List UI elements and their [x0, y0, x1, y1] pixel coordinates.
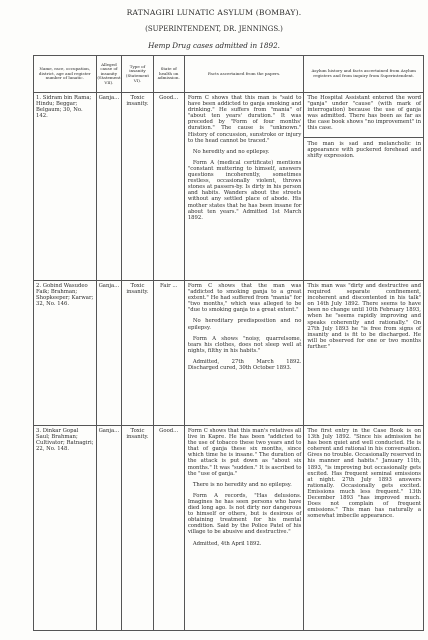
health-on-admission: Fair ...: [159, 283, 178, 289]
document-title: RATNAGIRI LUNATIC ASYLUM (BOMBAY).: [126, 8, 302, 17]
column-header-name: Name, race, occupation, district, age and register number of lunatic.: [34, 56, 97, 93]
divider: [304, 137, 423, 138]
facts-from-papers: [185, 426, 304, 547]
table-row: [34, 426, 424, 631]
column-header-cause: Alleged cause of insanity (Statement VII).: [96, 56, 122, 93]
column-header-facts: Facts ascertained from the papers.: [184, 56, 304, 93]
history-paragraph: The first entry in the Case Book is on 13th July 1892. "Since his admission he has been quiet and well conducted. He is coherent and rational in his conversation. Gives no trouble. Occasionally reserved in his manner and habits." January 11th, 1893, "is improving but occasionally gets excited. Has frequent seminal emissions at night. 27th July 1893 answers rationally. Occasionally gets excited. Emissions much less frequent." 13th December 1893 "has improved much. Does not complain of frequent emissions." This man has naturally a somewhat imbecile appearance.: [307, 428, 422, 520]
insanity-type: Toxic insanity.: [126, 283, 149, 296]
patient-details: 3. Dinkar Gopal Saul; Brahman; Cultivator; Ratnagiri; 22, No. 148.: [36, 428, 94, 453]
insanity-type: Toxic insanity.: [126, 95, 149, 108]
facts-paragraph: Form A (medical certificate) mentions "constant muttering to himself, answers questions incoherently, sometimes restless, occasionally violent, throws stones at passers-by. Is dirty in his person and habits. Wanders about the streets without any settled place of abode. His mother states that he has been insane for about ten years." Admitted 1st March 1892.: [187, 159, 302, 221]
insanity-type: Toxic insanity.: [126, 428, 149, 441]
column-header-health: State of health on admission.: [153, 56, 184, 93]
history-paragraph: This man was "dirty and destructive and required separate confinement, incoherent and discontented in his talk" on 14th July 1892. There seems to have been no change until 10th February 1893, when he "seems rapidly improving and speaks coherently and rationally." On 27th July 1893 he "is free from signs of insanity and is fit to be discharged. He will be observed for one or two months further.": [307, 283, 421, 350]
document-subtitle: Hemp Drug cases admitted in 1892.: [148, 41, 280, 50]
asylum-history: [304, 93, 423, 159]
facts-paragraph: Form C shows that this man is "said to have been addicted to ganja smoking and drinking." He suffers from "mania" of "about ten years' duration." It was preceded by "Form of four months' duration." The cause is "unknown." History of concussion, sunstroke or injury to the head cannot be traced.": [187, 95, 302, 144]
column-header-type: Type of insanity (Statement VI).: [122, 56, 153, 93]
alleged-cause: Ganja...: [98, 95, 120, 101]
facts-from-papers: [185, 281, 304, 371]
facts-paragraph: Admitted, 4th April 1892.: [192, 540, 262, 547]
table-header-row: [34, 56, 424, 93]
patient-details: 1. Sidram bin Rama; Hindu; Beggar; Belgaum; 30, No. 142.: [36, 95, 92, 120]
facts-from-papers: [185, 93, 304, 221]
facts-paragraph: Form A records, "Has delusions. Imagines he has seen persons who have died long ago. Is not dirty nor dangerous to himself or others, but is desirous of obtaining treatment for his mental condition. Said by the Police Patel of his village to be abusive and destructive.": [187, 492, 302, 536]
history-paragraph: The man is sad and melancholic in appearance with puckered forehead and shifty expression.: [307, 140, 421, 159]
facts-paragraph: Form A shows "noisy, quarrelsome, tears his clothes, does not sleep well at nights, filthy in his habits.": [187, 335, 302, 354]
facts-paragraph: Form C shows that this man's relatives all live in Kapre. He has been "addicted to the use of tobacco these two years and to that of ganja these six months, since which time he is insane." The duration of the attack is put down as "about six months." It was "sudden." It is ascribed to the "use of ganja.": [187, 428, 302, 477]
asylum-history: [304, 281, 423, 350]
alleged-cause: Ganja...: [98, 428, 120, 434]
asylum-history: [304, 426, 423, 519]
facts-paragraph: No hereditary predisposition and no epilepsy.: [187, 318, 302, 331]
facts-paragraph: There is no heredity and no epilepsy.: [192, 481, 292, 488]
history-paragraph: The Hospital Assistant entered the word "ganja" under "cause" (with mark of interrogation) because the use of ganja was admitted. There has been as far as the case book shows "no improvement" in this case.: [307, 95, 421, 132]
facts-paragraph: Form C shows that the man was "addicted to smoking ganja to a great extent." He had suffered from "mania" for "two months," which was alleged to be "due to smoking ganja to a great extent.": [187, 283, 302, 314]
table-row: [34, 281, 424, 426]
health-on-admission: Good...: [159, 428, 179, 434]
facts-paragraph: No heredity and no epilepsy.: [192, 148, 270, 155]
table-row: [34, 93, 424, 281]
column-header-history: Asylum history and facts ascertained from Asylum registers and from inquiry from Superintendent.: [304, 56, 424, 93]
patient-details: 2. Gobind Wasudeo Faik; Brahman; Shopkeeper; Karwar; 32, No. 146.: [36, 283, 94, 308]
facts-paragraph: Admitted, 27th March 1892. Discharged cured, 30th October 1893.: [187, 358, 302, 372]
superintendent-line: (SUPERINTENDENT, DR. JENNINGS.): [145, 25, 283, 33]
health-on-admission: Good...: [159, 95, 179, 101]
alleged-cause: Ganja...: [98, 283, 120, 289]
cases-table: [33, 55, 424, 631]
